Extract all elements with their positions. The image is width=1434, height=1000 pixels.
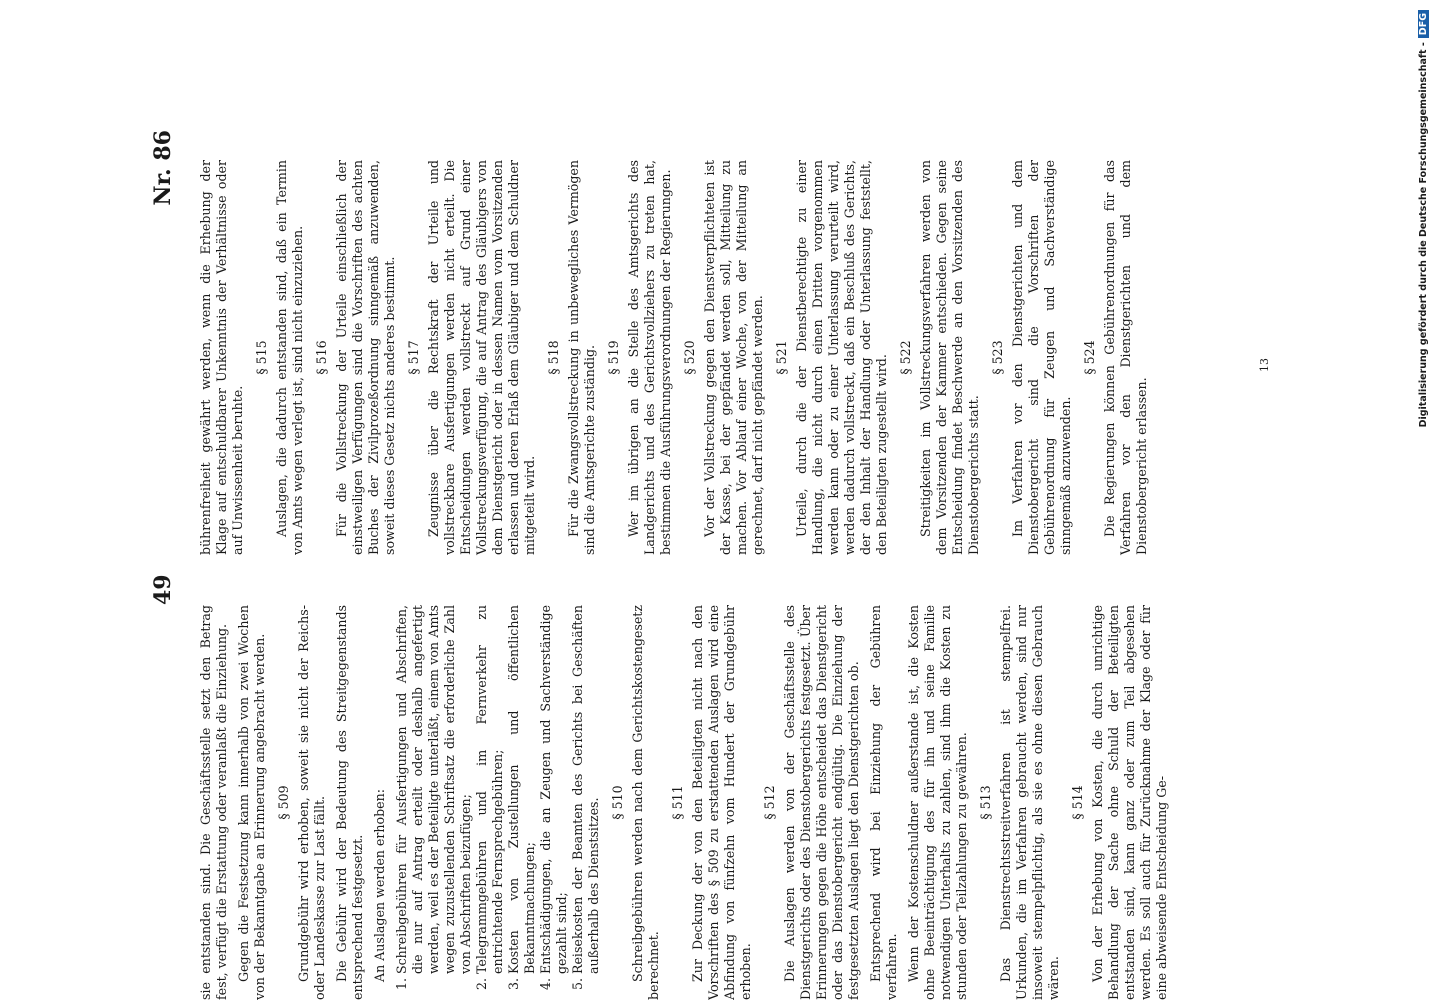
section-heading: § 522 <box>898 340 913 375</box>
dfg-logo: DFG <box>1418 10 1429 38</box>
paragraph: Im Verfahren vor den Dienstgerichten und dem Dienstobergericht sind die Vorschriften der Gebührenordnung für Zeugen und Sachverständige sinngemäß anzuwenden. <box>1010 160 1073 555</box>
section-heading: § 523 <box>990 340 1005 375</box>
list-item: 1. Schreibgebühren für Ausfertigungen und Abschriften, die nur auf Antrag erteilt oder deshalb angefertigt werden, weil es der Beteiligte unterläßt, einem von Amts wegen zuzustellenden Schriftsatz die erforderliche Zahl von Abschriften beizufügen; <box>394 605 474 974</box>
paragraph: Gegen die Festsetzung kann innerhalb von zwei Wochen von der Bekanntgabe an Erinnerung angebracht werden. <box>236 605 267 1000</box>
paragraph: Streitigkeiten im Vollstreckungsverfahren werden von dem Vorsitzenden der Kammer entschieden. Gegen seine Entscheidung findet Beschwerde an den Vorsitzenden des Dienstobergerichts statt. <box>918 160 981 555</box>
rotated-page <box>140 120 1300 1000</box>
paragraph: Wer im übrigen an die Stelle des Amtsgerichts des Landgerichts und des Gerichtsvollziehers zu treten hat, bestimmen die Ausführungsverordnungen der Regierungen. <box>626 160 673 555</box>
paragraph: Schreibgebühren werden nach dem Gerichtskostengesetz berechnet. <box>630 605 661 1000</box>
digitization-stamp <box>1418 10 1432 995</box>
section-heading: § 524 <box>1082 340 1097 375</box>
paragraph: Die Auslagen werden von der Geschäftsstelle des Dienstgerichts oder des Dienstobergerichts festgesetzt. Über Erinnerungen gegen die Höhe entscheidet das Dienstgericht oder das Dienstobergericht endgültig. Die Einziehung der festgesetzten Auslagen liegt den Dienstgerichten ob. <box>782 605 861 1000</box>
section-heading: § 513 <box>978 785 993 820</box>
page-number: 49 <box>150 574 176 605</box>
paragraph: Für die Zwangsvollstreckung in unbewegliches Vermögen sind die Amtsgerichte zuständig. <box>566 160 597 555</box>
section-heading: § 520 <box>682 340 697 375</box>
paragraph: Auslagen, die dadurch entstanden sind, daß ein Termin von Amts wegen verlegt ist, sind nicht einzuziehen. <box>274 160 305 555</box>
list-item: 4. Entschädigungen, die an Zeugen und Sachverständige gezahlt sind; <box>538 605 570 974</box>
section-heading: § 517 <box>406 340 421 375</box>
paragraph: Zur Deckung der von den Beteiligten nicht nach den Vorschriften des § 509 zu erstattenden Auslagen wird eine Abfindung von fünfzehn vom Hundert der Grundgebühr erhoben. <box>690 605 753 1000</box>
right-column <box>198 160 1156 555</box>
paragraph: sie entstanden sind. Die Geschäftsstelle setzt den Betrag fest, verfügt die Erstattung oder veranlaßt die Einziehung. <box>198 605 229 1000</box>
footer-page-marker: 13 <box>1258 358 1271 372</box>
stamp-text: Digitalisierung gefördert durch die Deutsche Forschungsgemeinschaft - <box>1418 42 1429 428</box>
list-item: 5. Reisekosten der Beamten des Gerichts bei Geschäften außerhalb des Dienstsitzes. <box>570 605 602 974</box>
left-column <box>198 605 1176 1000</box>
paragraph: bührenfreiheit gewährt werden, wenn die Erhebung der Klage auf entschuldbarer Unkenntnis der Verhältnisse oder auf Unwissenheit beruhte. <box>198 160 245 555</box>
section-heading: § 521 <box>774 340 789 375</box>
paragraph: Entsprechend wird bei Einziehung der Gebühren verfahren. <box>868 605 899 1000</box>
section-heading: § 511 <box>670 785 685 820</box>
list-item: 2. Telegrammgebühren und im Fernverkehr zu entrichtende Fernsprechgebühren; <box>474 605 506 974</box>
section-heading: § 510 <box>610 785 625 820</box>
section-heading: § 516 <box>314 340 329 375</box>
paragraph: Für die Vollstreckung der Urteile einschließlich der einstweiligen Verfügungen sind die Vorschriften des achten Buches der Zivilprozeßordnung sinngemäß anzuwenden, soweit dieses Gesetz nichts anderes bestimmt. <box>334 160 397 555</box>
section-heading: § 515 <box>254 340 269 375</box>
auslagen-list <box>394 605 602 1000</box>
section-heading: § 514 <box>1070 785 1085 820</box>
paragraph: Grundgebühr wird erhoben, soweit sie nicht der Reichs- oder Landeskasse zur Last fällt. <box>296 605 327 1000</box>
paragraph: An Auslagen werden erhoben: <box>372 789 387 982</box>
paragraph: Vor der Vollstreckung gegen den Dienstverpflichteten ist der Kasse, bei der gepfändet werden soll, Mitteilung zu machen. Vor Ablauf einer Woche, von der Mitteilung an gerechnet, darf nicht gepfändet werden. <box>702 160 765 555</box>
section-heading: § 519 <box>606 340 621 375</box>
paragraph: Zeugnisse über die Rechtskraft der Urteile und vollstreckbare Ausfertigungen werden nicht erteilt. Die Entscheidungen werden vollstreckt auf Grund einer Vollstreckungsverfügung, die auf Antrag des Gläubigers von dem Dienstgericht oder in dessen Namen vom Vorsitzenden erlassen und deren Erlaß dem Gläubiger und dem Schuldner mitgeteilt wird. <box>426 160 537 555</box>
paragraph: Das Dienstrechtsstreitverfahren ist stempelfrei. Urkunden, die im Verfahren gebraucht werden, sind nur insoweit stempelpflichtig, als sie es ohne diesen Gebrauch wären. <box>998 605 1061 1000</box>
paragraph: Die Gebühr wird der Bedeutung des Streitgegenstands entsprechend festgesetzt. <box>334 605 365 1000</box>
paragraph: Wenn der Kostenschuldner außerstande ist, die Kosten ohne Beeinträchtigung des für ihn und seine Familie notwendigen Unterhalts zu zahlen, sind ihm die Kosten zu stunden oder Teilzahlungen zu gewähren. <box>906 605 969 1000</box>
paragraph: Urteile, durch die der Dienstberechtigte zu einer Handlung, die nicht durch einen Dritten vorgenommen werden kann oder zu einer Unterlassung verurteilt wird, werden dadurch vollstreckt, daß ein Beschluß des Gerichts, der den Inhalt der Handlung oder Unterlassung feststellt, den Beteiligten zugestellt wird. <box>794 160 889 555</box>
paragraph: Von der Erhebung von Kosten, die durch unrichtige Behandlung der Sache ohne Schuld der Beteiligten entstanden sind, kann ganz oder zum Teil abgesehen werden. Es soll auch für Zurücknahme der Klage oder für eine abweisende Entscheidung Ge- <box>1090 605 1169 1000</box>
section-heading: § 518 <box>546 340 561 375</box>
list-item: 3. Kosten von Zustellungen und öffentlichen Bekanntmachungen; <box>506 605 538 974</box>
section-heading: § 509 <box>276 785 291 820</box>
document-number: Nr. 86 <box>150 130 176 206</box>
paragraph: Die Regierungen können Gebührenordnungen für das Verfahren vor den Dienstgerichten und dem Dienstobergericht erlassen. <box>1102 160 1149 555</box>
section-heading: § 512 <box>762 785 777 820</box>
